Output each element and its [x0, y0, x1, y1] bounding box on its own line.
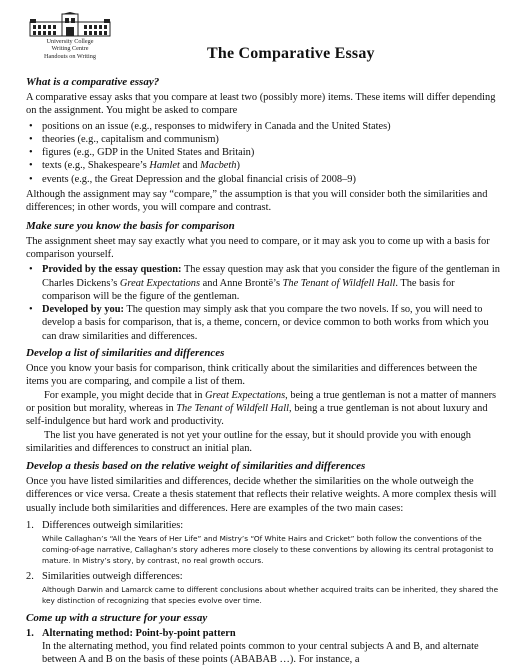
section-heading-basis: Make sure you know the basis for comparison	[26, 219, 235, 232]
intro-paragraph: A comparative essay asks that you compare at least two (possibly more) items. These items will differ depending on the assignment. You might be asked to compare	[26, 92, 496, 117]
comparison-items-list	[26, 120, 500, 186]
section-heading-list: Develop a list of similarities and differences	[26, 347, 225, 360]
logo-line-3: Handouts on Writing	[44, 52, 96, 60]
list-item: • texts (e.g., Shakespeare’s Hamlet and Macbeth)	[29, 160, 240, 172]
list-item: • positions on an issue (e.g., responses to midwifery in Canada and the United States)	[29, 120, 391, 132]
list-item: • Provided by the essay question: The essay question may ask that you consider the figure of the gentleman in Charles Dickens’s Great Expectations and Anne Brontë’s The Tenant of Wildfell Hall. The basis for comparison will be the figure of the gentleman.	[29, 264, 500, 302]
document-body	[26, 75, 500, 666]
list-paragraph-2: For example, you might decide that in Great Expectations, being a true gentleman is not a matter of manners or position but morality, whereas in The Tenant of Wildfell Hall, being a true gentleman is not about luxury and self-indulgence but hard work and productivity.	[26, 389, 497, 428]
logo-line-1: University College	[46, 38, 94, 45]
closing-paragraph: Although the assignment may say “compare,” the assumption is that you will consider both the similarities and differences; in other words, you will compare and contrast.	[26, 189, 488, 214]
logo-line-2: Writing Centre	[51, 45, 89, 53]
structure-item: 1. Alternating method: Point-by-point pattern	[26, 627, 236, 639]
section-heading-what-is: What is a comparative essay?	[26, 76, 160, 88]
section-heading-thesis: Develop a thesis based on the relative weight of similarities and differences	[26, 460, 366, 473]
case-similarities: 2. Similarities outweigh differences:	[26, 571, 183, 583]
case-differences: 1. Differences outweigh similarities:	[26, 520, 184, 532]
list-paragraph-3: The list you have generated is not yet your outline for the essay, but it should provide you with enough similarities and differences to construct an initial plan.	[26, 429, 471, 454]
list-item: • Developed by you: The question may simply ask that you compare the two novels. If so, you will need to develop a basis for comparison, that is, a theme, concern, or device common to both works from which you can draw similarities and differences.	[29, 304, 489, 342]
document-title: The Comparative Essay	[207, 45, 375, 62]
section-heading-structure: Come up with a structure for your essay	[26, 611, 208, 624]
university-college-logo	[20, 12, 120, 60]
list-item: • theories (e.g., capitalism and communism)	[29, 133, 219, 145]
college-building-icon	[28, 12, 112, 38]
list-item: • events (e.g., the Great Depression and the global financial crisis of 2008–9)	[29, 173, 356, 185]
list-paragraph-1: Once you know your basis for comparison, think critically about the similarities and differences between the items you are comparing, and compile a list of them.	[26, 363, 478, 388]
thesis-paragraph: Once you have listed similarities and differences, decide whether the similarities on the whole outweigh the differences or vice versa. Create a thesis statement that reflects their relative weights. A more complex thesis will usually include both similarities and differences. Here are examples of the two main cases:	[26, 476, 497, 514]
example-differences: While Callaghan’s “All the Years of Her Life” and Mistry’s “Of White Hairs and Cricket” both follow the conventions of the coming-of-age narrative, Callaghan’s story adheres more closely to these conventions by allowing its central protagonist to mature. In Mistry’s story, by contrast, no real growth occurs.	[42, 534, 494, 565]
example-similarities: Although Darwin and Lamarck came to different conclusions about whether acquired traits can be inherited, they shared the key distinction of recognizing that species evolve over time.	[42, 585, 499, 605]
structure-paragraph: In the alternating method, you find related points common to your central subjects A and B, and alternate between A and B on the basis of these points (ABABAB …). For instance, a	[42, 640, 479, 666]
basis-list	[26, 263, 500, 343]
basis-intro-paragraph: The assignment sheet may say exactly what you need to compare, or it may ask you to come up with a basis for comparison yourself.	[26, 235, 490, 260]
list-item: • figures (e.g., GDP in the United States and Britain)	[29, 147, 255, 159]
